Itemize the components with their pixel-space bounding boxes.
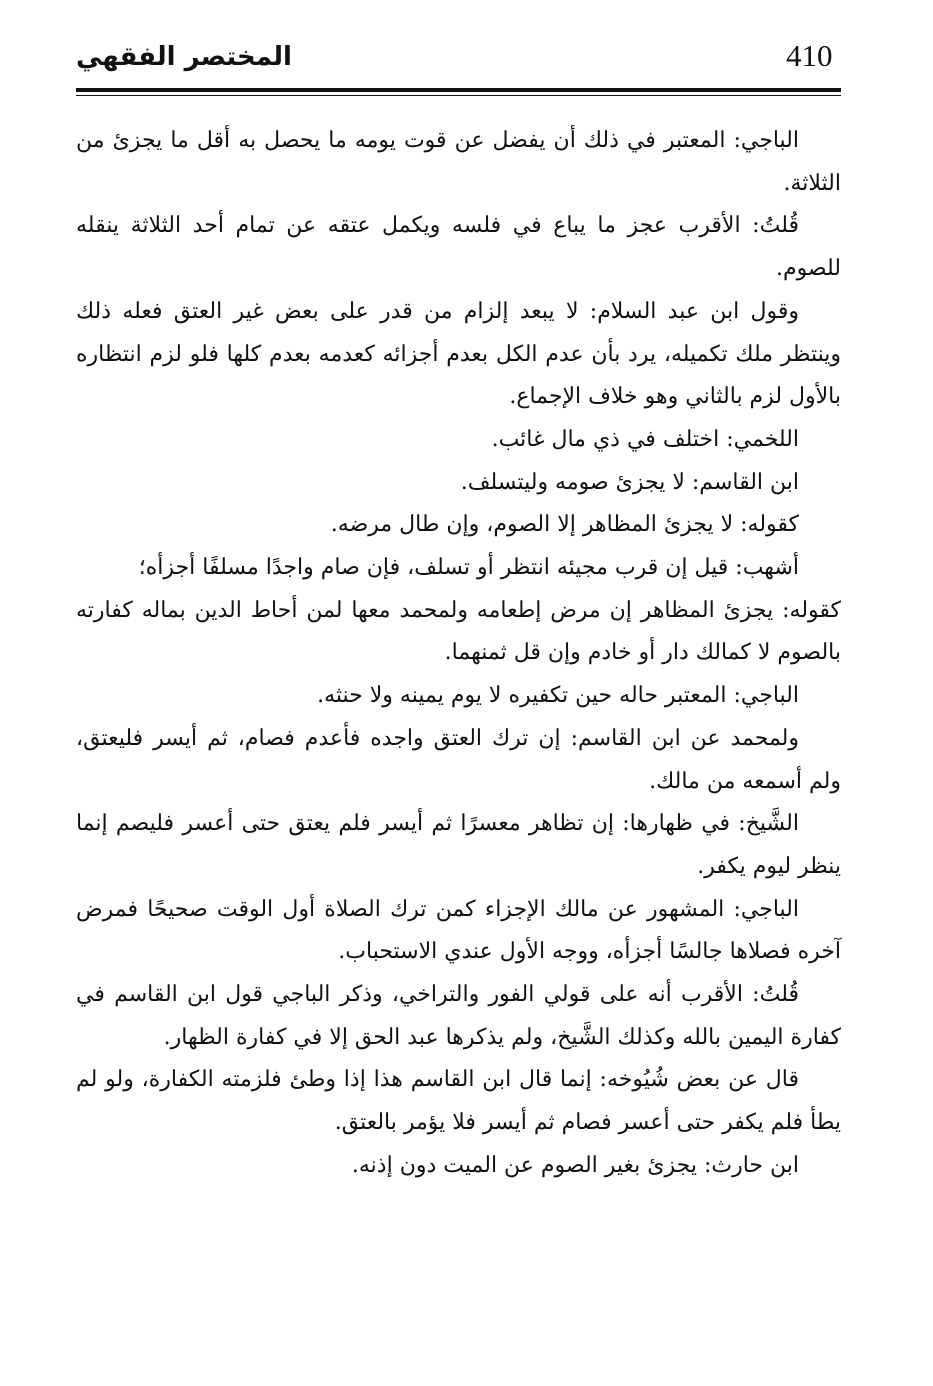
paragraph: قُلتُ: الأقرب أنه على قولي الفور والتراخي، وذكر الباجي قول ابن القاسم في كفارة اليمين بالله وكذلك الشَّيخ، ولم يذكرها عبد الحق إلا في كفارة الظهار. (76, 982, 841, 1050)
paragraph: الباجي: المشهور عن مالك الإجزاء كمن ترك الصلاة أول الوقت صحيحًا فمرض آخره فصلاها جالسًا أجزأه، ووجه الأول عندي الاستحباب. (76, 896, 841, 965)
page-header (76, 38, 841, 88)
paragraph: قال عن بعض شُيُوخه: إنما قال ابن القاسم هذا إذا وطئ فلزمته الكفارة، ولو لم يطأ فلم يكفر حتى أعسر فصام ثم أيسر فلا يؤمر بالعتق. (76, 1067, 841, 1136)
paragraph: اللخمي: اختلف في ذي مال غائب. (491, 426, 799, 452)
paragraph: وقول ابن عبد السلام: لا يبعد إلزام من قدر على بعض غير العتق فعله ذلك وينتظر ملك تكميله، يرد بأن عدم الكل بعدم أجزائه كعدمه بعدم كلها فلو لزم انتظاره بالأول لزم بالثاني وهو خلاف الإجماع. (76, 298, 841, 410)
running-title: المختصر الفقهي (76, 42, 292, 72)
paragraph: أشهب: قيل إن قرب مجيئه انتظر أو تسلف، فإن صام واجدًا مسلفًا أجزأه؛ (138, 555, 799, 581)
paragraph: ولمحمد عن ابن القاسم: إن ترك العتق واجده فأعدم فصام، ثم أيسر فليعتق، ولم أسمعه من مالك. (76, 725, 841, 794)
paragraph: الباجي: المعتبر حاله حين تكفيره لا يوم يمينه ولا حنثه. (317, 683, 799, 709)
header-rule-thick (76, 88, 841, 92)
paragraph: ابن القاسم: لا يجزئ صومه وليتسلف. (460, 469, 799, 495)
paragraph: قُلتُ: الأقرب عجز ما يباع في فلسه ويكمل عتقه عن تمام أحد الثلاثة ينقله للصوم. (76, 213, 841, 282)
paragraph: كقوله: لا يجزئ المظاهر إلا الصوم، وإن طال مرضه. (330, 512, 799, 538)
paragraph: كقوله: يجزئ المظاهر إن مرض إطعامه ولمحمد معها لمن أحاط الدين بماله كفارته بالصوم لا كمالك دار أو خادم وإن قل ثمنهما. (76, 597, 841, 666)
page-number: 410 (786, 38, 833, 73)
paragraph: الباجي: المعتبر في ذلك أن يفضل عن قوت يومه ما يحصل به أقل ما يجزئ من الثلاثة. (76, 128, 841, 196)
header-rule-thin (76, 95, 841, 96)
body-text (76, 120, 841, 1188)
paragraph: الشَّيخ: في ظهارها: إن تظاهر معسرًا ثم أيسر فلم يعتق حتى أعسر فليصم إنما ينظر ليوم يكفر. (76, 811, 841, 879)
paragraph: ابن حارث: يجزئ بغير الصوم عن الميت دون إذنه. (351, 1152, 799, 1178)
